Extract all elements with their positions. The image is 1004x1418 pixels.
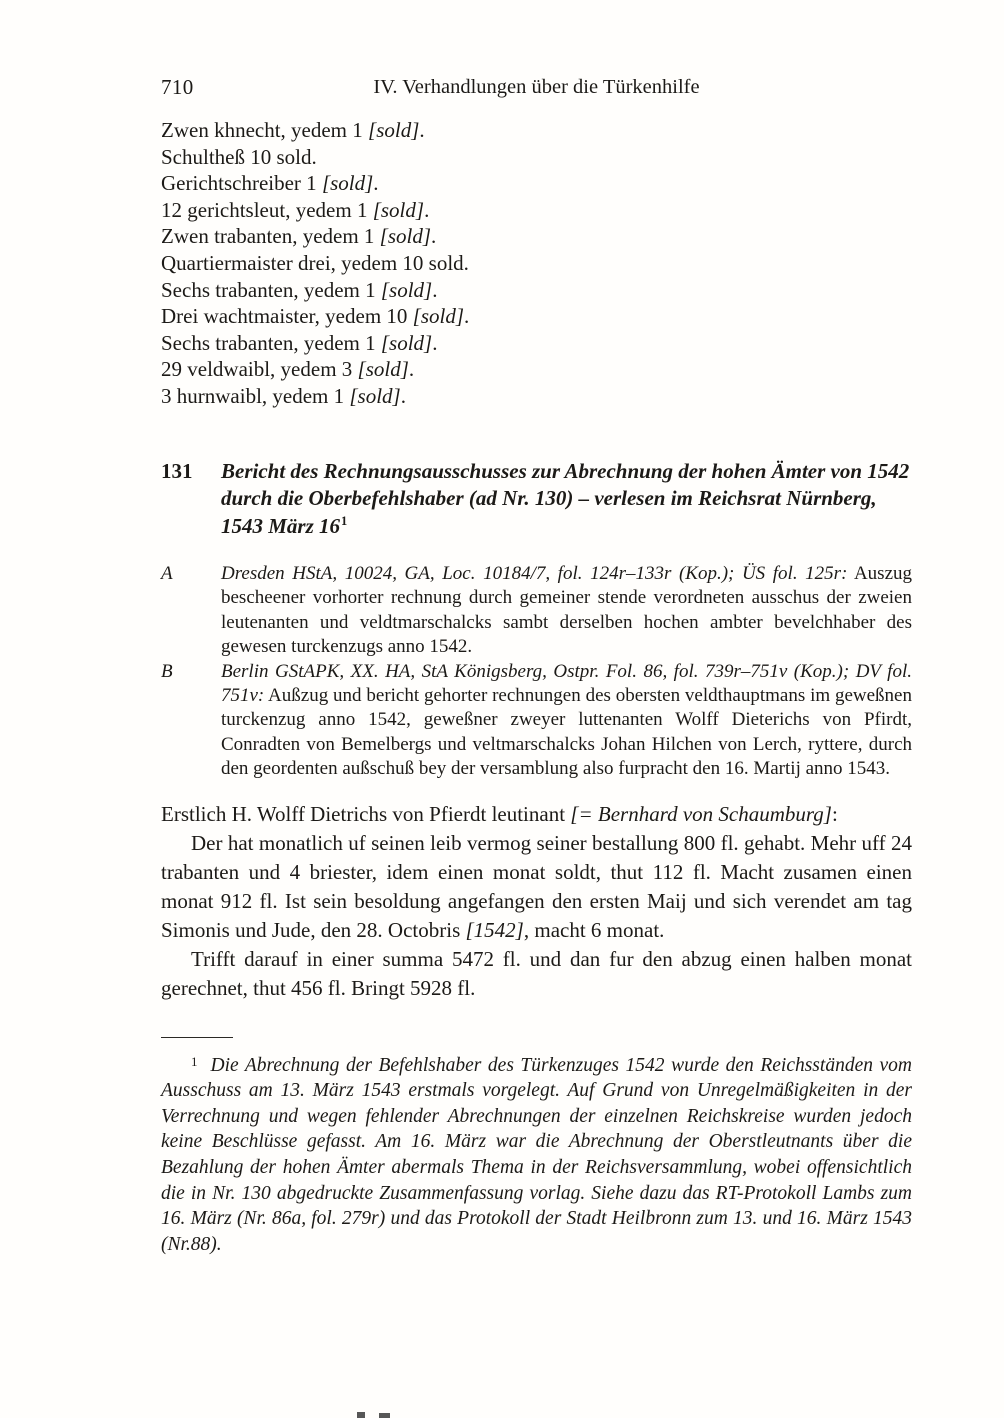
paragraph: [161, 800, 912, 829]
line-text: Zwen trabanten, yedem 1: [161, 224, 380, 249]
line-text: Sechs trabanten, yedem 1: [161, 330, 381, 355]
list-item: [161, 144, 912, 171]
paragraph-emphasis: [= Bernhard von Schaumburg]: [570, 801, 832, 826]
source-citation: Dresden HStA, 10024, GA, Loc. 10184/7, fol. 124r–133r (Kop.); ÜS fol. 125r:: [221, 563, 848, 585]
footnote-rule: [161, 1037, 233, 1038]
list-item: [161, 117, 912, 144]
line-emphasis: [sold]: [368, 118, 420, 142]
line-emphasis: [sold]: [380, 277, 433, 302]
line-text: .: [431, 224, 437, 249]
footnotes-section: [161, 1037, 912, 1258]
page-number: 710: [161, 75, 194, 99]
source-citation: Berlin GStAPK, XX. HA, StA Königsberg, Ostpr. Fol. 86, fol. 739r–751v (Kop.); DV fol. 751v:: [221, 660, 912, 707]
line-text: Gerichtschreiber 1: [161, 171, 322, 196]
line-text: Quartiermaister drei, yedem 10 sold.: [161, 250, 469, 275]
paragraph-text: :: [831, 801, 838, 826]
list-item: [161, 223, 912, 250]
line-emphasis: [sold]: [357, 357, 409, 382]
line-text: Sechs trabanten, yedem 1: [161, 277, 381, 302]
paragraph: [161, 829, 912, 945]
list-item: [161, 330, 912, 357]
source-label: A: [161, 563, 173, 585]
line-text: Drei wachtmaister, yedem 10: [161, 304, 413, 329]
list-item: [161, 170, 912, 197]
document-title: [221, 458, 912, 541]
source-entry-a: [161, 562, 912, 660]
line-text: Schultheß 10 sold.: [161, 144, 317, 169]
line-text: Zwen khnecht, yedem 1: [161, 118, 369, 142]
footnote-text: Die Abrechnung der Befehlshaber des Türkenzuges 1542 wurde den Reichsständen vom Ausschuss am 13. März 1543 erstmals vorgelegt. Auf Grund von Unregelmäßigkeiten in der Verrechnung und wegen fehlender Abrechnungen der einzelnen Reichskreise wurden jedoch keine Beschlüsse gefasst. Am 16. März war die Abrechnung der Oberstleutnants über die Bezahlung der hohen Ämter abermals Thema in der Reichsversammlung, wobei offensichtlich die in Nr. 130 abgedruckte Zusammenfassung vorlag. Siehe dazu das RT-Protokoll Lambs zum 16. März (Nr. 86a, fol. 279r) und das Protokoll der Stadt Heilbronn zum 13. und 16. März 1543 (Nr.88).: [161, 1054, 912, 1255]
line-text: 12 gerichtsleut, yedem 1: [161, 197, 373, 222]
footnote-1: [161, 1049, 912, 1258]
source-label: B: [161, 660, 173, 682]
line-text: 29 veldwaibl, yedem 3: [161, 357, 358, 382]
footnote-marker: 1: [191, 1053, 198, 1069]
running-title: IV. Verhandlungen über die Türkenhilfe: [373, 76, 700, 98]
scan-artifact: [379, 1413, 390, 1418]
line-text: .: [400, 383, 406, 408]
list-item: [161, 277, 912, 304]
document-body: [161, 800, 912, 1003]
paragraph: [161, 945, 912, 1003]
source-list: [161, 562, 912, 782]
pay-list: [161, 117, 912, 410]
list-item: [161, 303, 912, 330]
paragraph-emphasis: [1542]: [465, 917, 524, 942]
line-text: .: [419, 118, 425, 142]
paragraph-text: Der hat monatlich uf seinen leib vermog seiner bestallung 800 fl. gehabt. Mehr uff 24 trabanten und 4 briester, idem einen monat soldt, thut 112 fl. Macht zusamen einen monat 912 fl. Ist sein besoldung angefangen den ersten Maij und sich verendet am tag Simonis und Jude, den 28. Octobris: [161, 830, 912, 942]
footnote-reference: 1: [341, 513, 348, 528]
line-text: .: [464, 304, 470, 329]
line-text: 3 hurnwaibl, yedem 1: [161, 383, 350, 408]
source-description: Auszug bescheener vorhorter rechnung durch gemeiner stende verordneten ausschus der zweien leutenanten und veldtmarschalcks sambt derselben hochen ambter bevelchhaber des gewesen turckenzugs anno 1542.: [221, 563, 912, 658]
scan-artifact: [357, 1412, 365, 1418]
list-item: [161, 250, 912, 277]
line-text: .: [432, 277, 438, 302]
document-number: 131: [161, 458, 193, 483]
line-emphasis: [sold]: [372, 197, 425, 222]
list-item: [161, 356, 912, 383]
paragraph-text: Erstlich H. Wolff Dietrichs von Pfierdt leutinant: [161, 801, 571, 826]
line-emphasis: [sold]: [380, 330, 433, 355]
document-title-text: Bericht des Rechnungsausschusses zur Abrechnung der hohen Ämter von 1542 durch die Oberbefehlshaber (ad Nr. 130) – verlesen im Reichsrat Nürnberg, 1543 März 16: [221, 458, 910, 538]
list-item: [161, 197, 912, 224]
line-text: .: [408, 357, 415, 382]
line-emphasis: [sold]: [412, 304, 465, 329]
source-entry-b: [161, 660, 912, 782]
line-emphasis: [sold]: [379, 224, 432, 249]
paragraph-text: Trifft darauf in einer summa 5472 fl. und dan fur den abzug einen halben monat gerechnet, thut 456 fl. Bringt 5928 fl.: [161, 946, 912, 1000]
source-description: Außzug und bericht gehorter rechnungen des obersten veldthauptmans im geweßnen turckenzug anno 1542, geweßner zweyer luttenanten Wolff Dieterichs von Pfirdt, Conradten von Bemelbergs und veltmarschalcks Johan Hilchen von Lerch, ryttere, durch den geordenten außschuß bey der versamblung also furpracht den 16. Martij anno 1543.: [221, 685, 912, 780]
paragraph-text: , macht 6 monat.: [523, 917, 665, 942]
line-text: .: [432, 330, 438, 355]
line-emphasis: [sold]: [321, 171, 374, 196]
text-block: [161, 0, 912, 1257]
line-text: .: [424, 197, 430, 222]
list-item: [161, 383, 912, 410]
document-heading: [161, 458, 912, 541]
line-text: .: [373, 171, 379, 196]
line-emphasis: [sold]: [349, 383, 401, 408]
page-header: [161, 74, 912, 101]
